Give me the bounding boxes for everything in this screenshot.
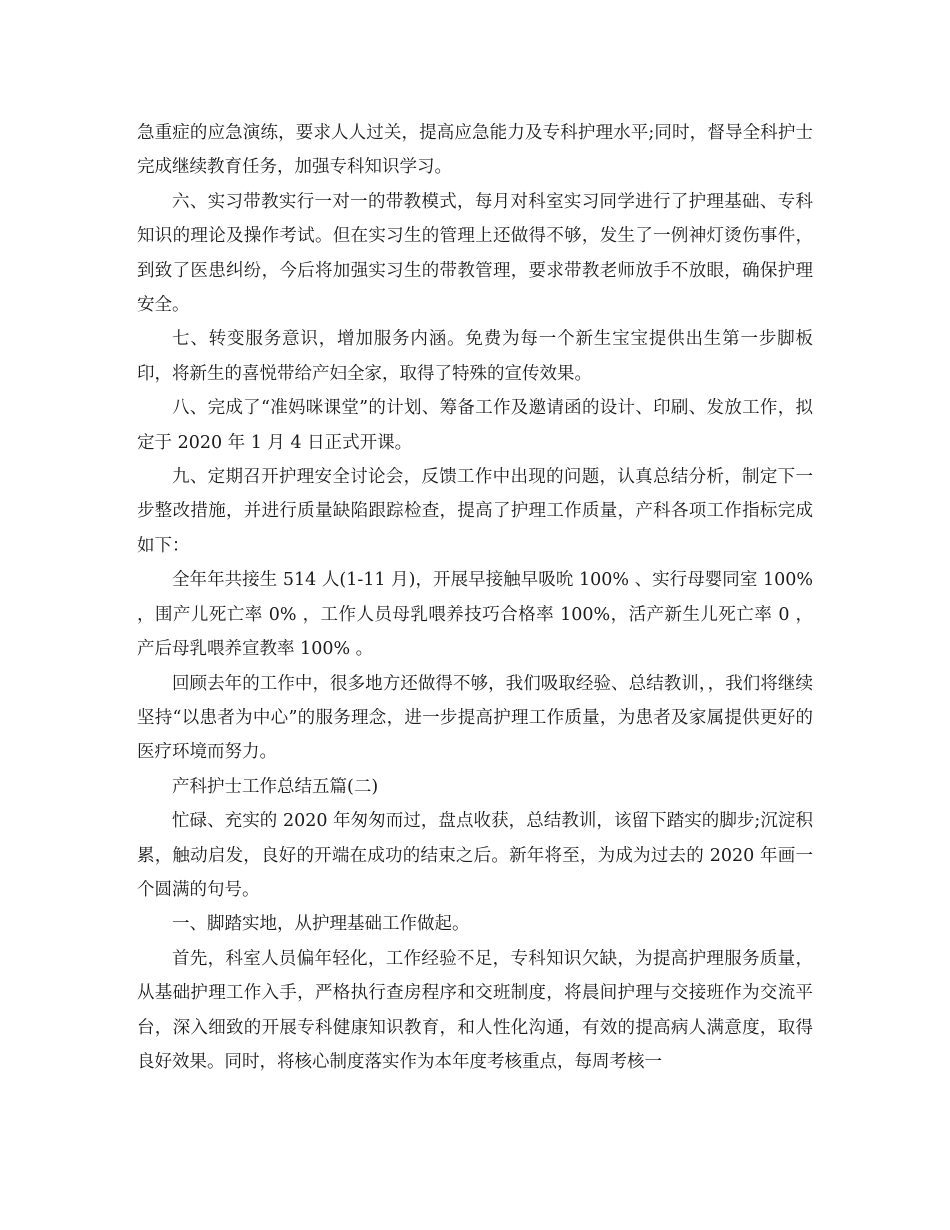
paragraph-7: 回顾去年的工作中，很多地方还做得不够，我们吸取经验、总结教训，，我们将继续坚持“以患者为中心”的服务理念，进一步提高护理工作质量，为患者及家属提供更好的医疗环境而努力。 [137, 673, 813, 763]
paragraph-9: 忙碌、充实的 2020 年匆匆而过，盘点收获，总结教训，该留下踏实的脚步;沉淀积累，触动启发，良好的开端在成功的结束之后。新年将至，为成为过去的 2020 年画一个圆满的句号。 [137, 811, 813, 900]
paragraph-2: 六、实习带教实行一对一的带教模式，每月对科室实习同学进行了护理基础、专科知识的理论及操作考试。但在实习生的管理上还做得不够，发生了一例神灯烫伤事件，到致了医患纠纷，今后将加强实习生的带教管理，要求带教老师放手不放眼，确保护理安全。 [137, 191, 813, 316]
document-page [137, 116, 813, 1079]
paragraph-10: 一、脚踏实地，从护理基础工作做起。 [172, 914, 470, 935]
paragraph-5: 九、定期召开护理安全讨论会，反馈工作中出现的问题，认真总结分析，制定下一步整改措施，并进行质量缺陷跟踪检查，提高了护理工作质量，产科各项工作指标完成如下： [137, 467, 813, 556]
paragraph-1: 急重症的应急演练，要求人人过关，提高应急能力及专科护理水平;同时，督导全科护士完成继续教育任务，加强专科知识学习。 [137, 123, 813, 178]
section-heading: 产科护士工作总结五篇(二) [172, 776, 379, 797]
paragraph-3: 七、转变服务意识，增加服务内涵。免费为每一个新生宝宝提供出生第一步脚板印，将新生的喜悦带给产妇全家，取得了特殊的宣传效果。 [137, 329, 813, 384]
paragraph-6: 全年年共接生 514 人(1-11 月)，开展早接触早吸吮 100% 、实行母婴同室 100% ，围产儿死亡率 0% ，工作人员母乳喂养技巧合格率 100%，活产新生儿死亡率 0 ，产后母乳喂养宣教率 100% 。 [137, 570, 813, 660]
paragraph-4: 八、完成了“准妈咪课堂”的计划、筹备工作及邀请函的设计、印刷、发放工作，拟定于 2020 年 1 月 4 日正式开课。 [137, 398, 813, 453]
paragraph-11: 首先，科室人员偏年轻化，工作经验不足，专科知识欠缺，为提高护理服务质量，从基础护理工作入手，严格执行查房程序和交班制度，将晨间护理与交接班作为交流平台，深入细致的开展专科健康知识教育，和人性化沟通，有效的提高病人满意度，取得良好效果。同时，将核心制度落实作为本年度考核重点，每周考核一 [137, 948, 813, 1072]
